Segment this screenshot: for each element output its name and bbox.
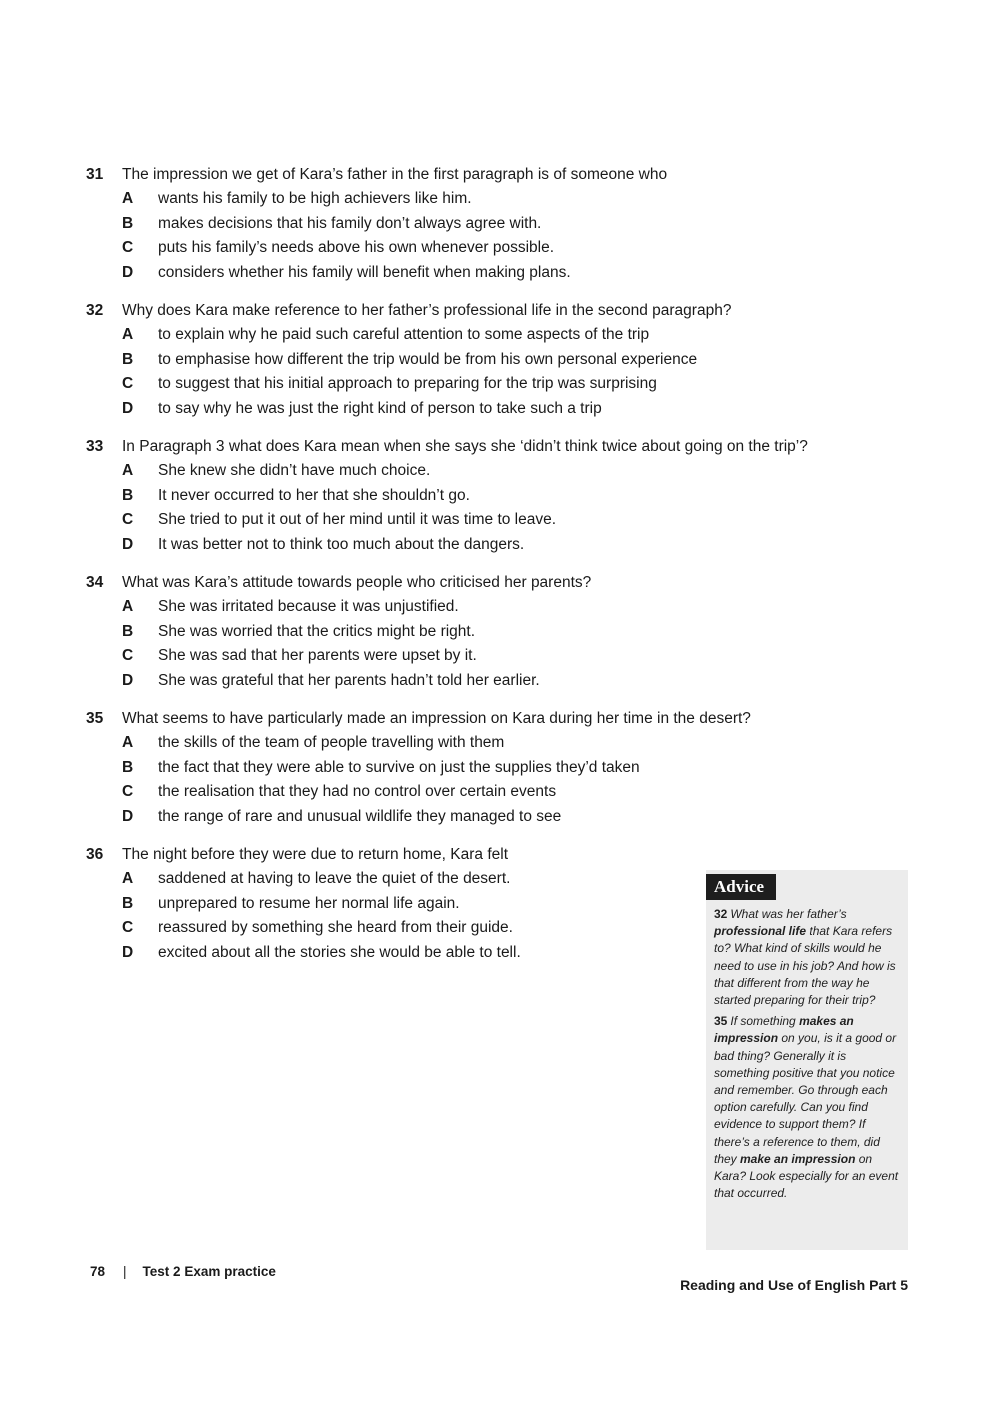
option-letter: B bbox=[122, 214, 134, 232]
option-text: She was sad that her parents were upset by it. bbox=[158, 647, 477, 664]
question-text: What was Kara’s attitude towards people who criticised her parents? bbox=[122, 574, 592, 591]
question-stem bbox=[86, 710, 916, 734]
option-text: the skills of the team of people travelling with them bbox=[158, 734, 505, 751]
option-letter: C bbox=[122, 783, 134, 800]
answer-option[interactable] bbox=[86, 375, 916, 400]
answer-option[interactable] bbox=[86, 623, 916, 648]
question-33 bbox=[86, 438, 916, 560]
advice-tip-keyword: professional life bbox=[714, 924, 807, 939]
footer-separator: | bbox=[123, 1264, 127, 1279]
advice-tip-35 bbox=[714, 1013, 902, 1202]
answer-option[interactable] bbox=[86, 672, 916, 697]
question-text: The impression we get of Kara’s father in the first paragraph is of someone who bbox=[122, 166, 668, 183]
option-letter: A bbox=[122, 734, 134, 751]
option-text: wants his family to be high achievers like him. bbox=[158, 190, 472, 207]
option-text: She was worried that the critics might be right. bbox=[158, 622, 476, 640]
question-number: 31 bbox=[86, 166, 104, 183]
answer-option[interactable] bbox=[86, 264, 916, 289]
option-letter: D bbox=[122, 399, 134, 417]
option-letter: D bbox=[122, 535, 134, 553]
option-letter: D bbox=[122, 671, 134, 689]
option-letter: A bbox=[122, 598, 134, 615]
answer-option[interactable] bbox=[86, 783, 916, 808]
question-list bbox=[86, 166, 916, 982]
option-letter: B bbox=[122, 622, 134, 640]
option-text: saddened at having to leave the quiet of the desert. bbox=[158, 870, 511, 887]
answer-option[interactable] bbox=[86, 647, 916, 672]
answer-option[interactable] bbox=[86, 598, 916, 623]
option-text: It was better not to think too much about the dangers. bbox=[158, 535, 525, 553]
option-text: She knew she didn’t have much choice. bbox=[158, 462, 431, 479]
advice-tip-32 bbox=[714, 906, 902, 1009]
part-title: Reading and Use of English Part 5 bbox=[680, 1277, 908, 1293]
question-stem bbox=[86, 438, 916, 462]
option-text: She was grateful that her parents hadn’t told her earlier. bbox=[158, 671, 540, 689]
question-number: 32 bbox=[86, 302, 104, 319]
option-text: to explain why he paid such careful attention to some aspects of the trip bbox=[158, 326, 650, 343]
advice-tip-text: If something bbox=[730, 1014, 800, 1029]
option-text: She tried to put it out of her mind until it was time to leave. bbox=[158, 511, 557, 528]
option-letter: C bbox=[122, 919, 134, 936]
answer-option[interactable] bbox=[86, 511, 916, 536]
option-letter: D bbox=[122, 263, 134, 281]
option-letter: A bbox=[122, 326, 134, 343]
question-text: In Paragraph 3 what does Kara mean when she says she ‘didn’t think twice about going on the trip’? bbox=[122, 438, 808, 455]
option-letter: C bbox=[122, 375, 134, 392]
advice-tip-keyword: make an impression bbox=[740, 1151, 856, 1166]
option-text: excited about all the stories she would be able to tell. bbox=[158, 943, 521, 961]
question-number: 35 bbox=[86, 710, 104, 727]
option-text: She was irritated because it was unjustified. bbox=[158, 598, 459, 615]
question-text: The night before they were due to return home, Kara felt bbox=[122, 846, 509, 863]
option-text: puts his family’s needs above his own whenever possible. bbox=[158, 239, 555, 256]
question-stem bbox=[86, 166, 916, 190]
option-text: to emphasise how different the trip would be from his own personal experience bbox=[158, 350, 698, 368]
footer-left bbox=[90, 1264, 276, 1279]
option-text: to say why he was just the right kind of person to take such a trip bbox=[158, 399, 602, 417]
advice-tip-number: 35 bbox=[714, 1014, 728, 1029]
option-letter: B bbox=[122, 350, 134, 368]
question-text: What seems to have particularly made an impression on Kara during her time in the desert? bbox=[122, 710, 751, 727]
advice-tip-keyword: makes an impression bbox=[714, 1014, 854, 1046]
answer-option[interactable] bbox=[86, 487, 916, 512]
answer-option[interactable] bbox=[86, 190, 916, 215]
answer-option[interactable] bbox=[86, 400, 916, 425]
option-letter: B bbox=[122, 486, 134, 504]
advice-tip-text: What was her father’s bbox=[730, 907, 847, 921]
answer-option[interactable] bbox=[86, 462, 916, 487]
advice-box bbox=[706, 870, 908, 1250]
option-letter: D bbox=[122, 943, 134, 961]
section-title: Test 2 Exam practice bbox=[142, 1264, 276, 1279]
advice-tip-text: on Kara? Look especially for an event that occurred. bbox=[714, 1151, 899, 1201]
advice-tip-number: 32 bbox=[714, 907, 728, 921]
answer-option[interactable] bbox=[86, 239, 916, 264]
question-stem bbox=[86, 846, 916, 870]
advice-tip-text: that Kara refers to? What kind of skills would he need to use in his job? And how is that different from the way he started preparing for their trip? bbox=[714, 924, 896, 1008]
question-34 bbox=[86, 574, 916, 696]
option-letter: C bbox=[122, 511, 134, 528]
answer-option[interactable] bbox=[86, 536, 916, 561]
option-letter: A bbox=[122, 190, 134, 207]
advice-title: Advice bbox=[706, 874, 776, 900]
advice-tip-text: on you, is it a good or bad thing? Generally it is something positive that you notice and remember. Go through each option carefully. Can you find evidence to support them? If there’s a reference to them, did they bbox=[714, 1031, 897, 1166]
option-text: the range of rare and unusual wildlife they managed to see bbox=[158, 807, 562, 825]
option-letter: A bbox=[122, 462, 134, 479]
question-stem bbox=[86, 302, 916, 326]
question-text: Why does Kara make reference to her father’s professional life in the second paragraph? bbox=[122, 302, 732, 319]
question-stem bbox=[86, 574, 916, 598]
option-text: makes decisions that his family don’t always agree with. bbox=[158, 214, 542, 232]
answer-option[interactable] bbox=[86, 326, 916, 351]
question-number: 33 bbox=[86, 438, 104, 455]
option-letter: C bbox=[122, 647, 134, 664]
option-text: to suggest that his initial approach to preparing for the trip was surprising bbox=[158, 375, 657, 392]
option-text: It never occurred to her that she shouldn’t go. bbox=[158, 486, 470, 504]
option-text: the fact that they were able to survive on just the supplies they’d taken bbox=[158, 758, 640, 776]
option-text: the realisation that they had no control over certain events bbox=[158, 783, 557, 800]
answer-option[interactable] bbox=[86, 808, 916, 833]
option-letter: D bbox=[122, 807, 134, 825]
page-number: 78 bbox=[90, 1264, 106, 1279]
answer-option[interactable] bbox=[86, 734, 916, 759]
question-31 bbox=[86, 166, 916, 288]
question-number: 36 bbox=[86, 846, 104, 863]
advice-body bbox=[714, 906, 902, 1206]
question-35 bbox=[86, 710, 916, 832]
question-number: 34 bbox=[86, 574, 104, 591]
answer-option[interactable] bbox=[86, 759, 916, 784]
option-letter: B bbox=[122, 894, 134, 912]
option-letter: C bbox=[122, 239, 134, 256]
option-letter: B bbox=[122, 758, 134, 776]
option-text: considers whether his family will benefit when making plans. bbox=[158, 263, 571, 281]
question-32 bbox=[86, 302, 916, 424]
option-text: reassured by something she heard from their guide. bbox=[158, 919, 513, 936]
answer-option[interactable] bbox=[86, 351, 916, 376]
answer-option[interactable] bbox=[86, 215, 916, 240]
option-letter: A bbox=[122, 870, 134, 887]
option-text: unprepared to resume her normal life again. bbox=[158, 894, 460, 912]
